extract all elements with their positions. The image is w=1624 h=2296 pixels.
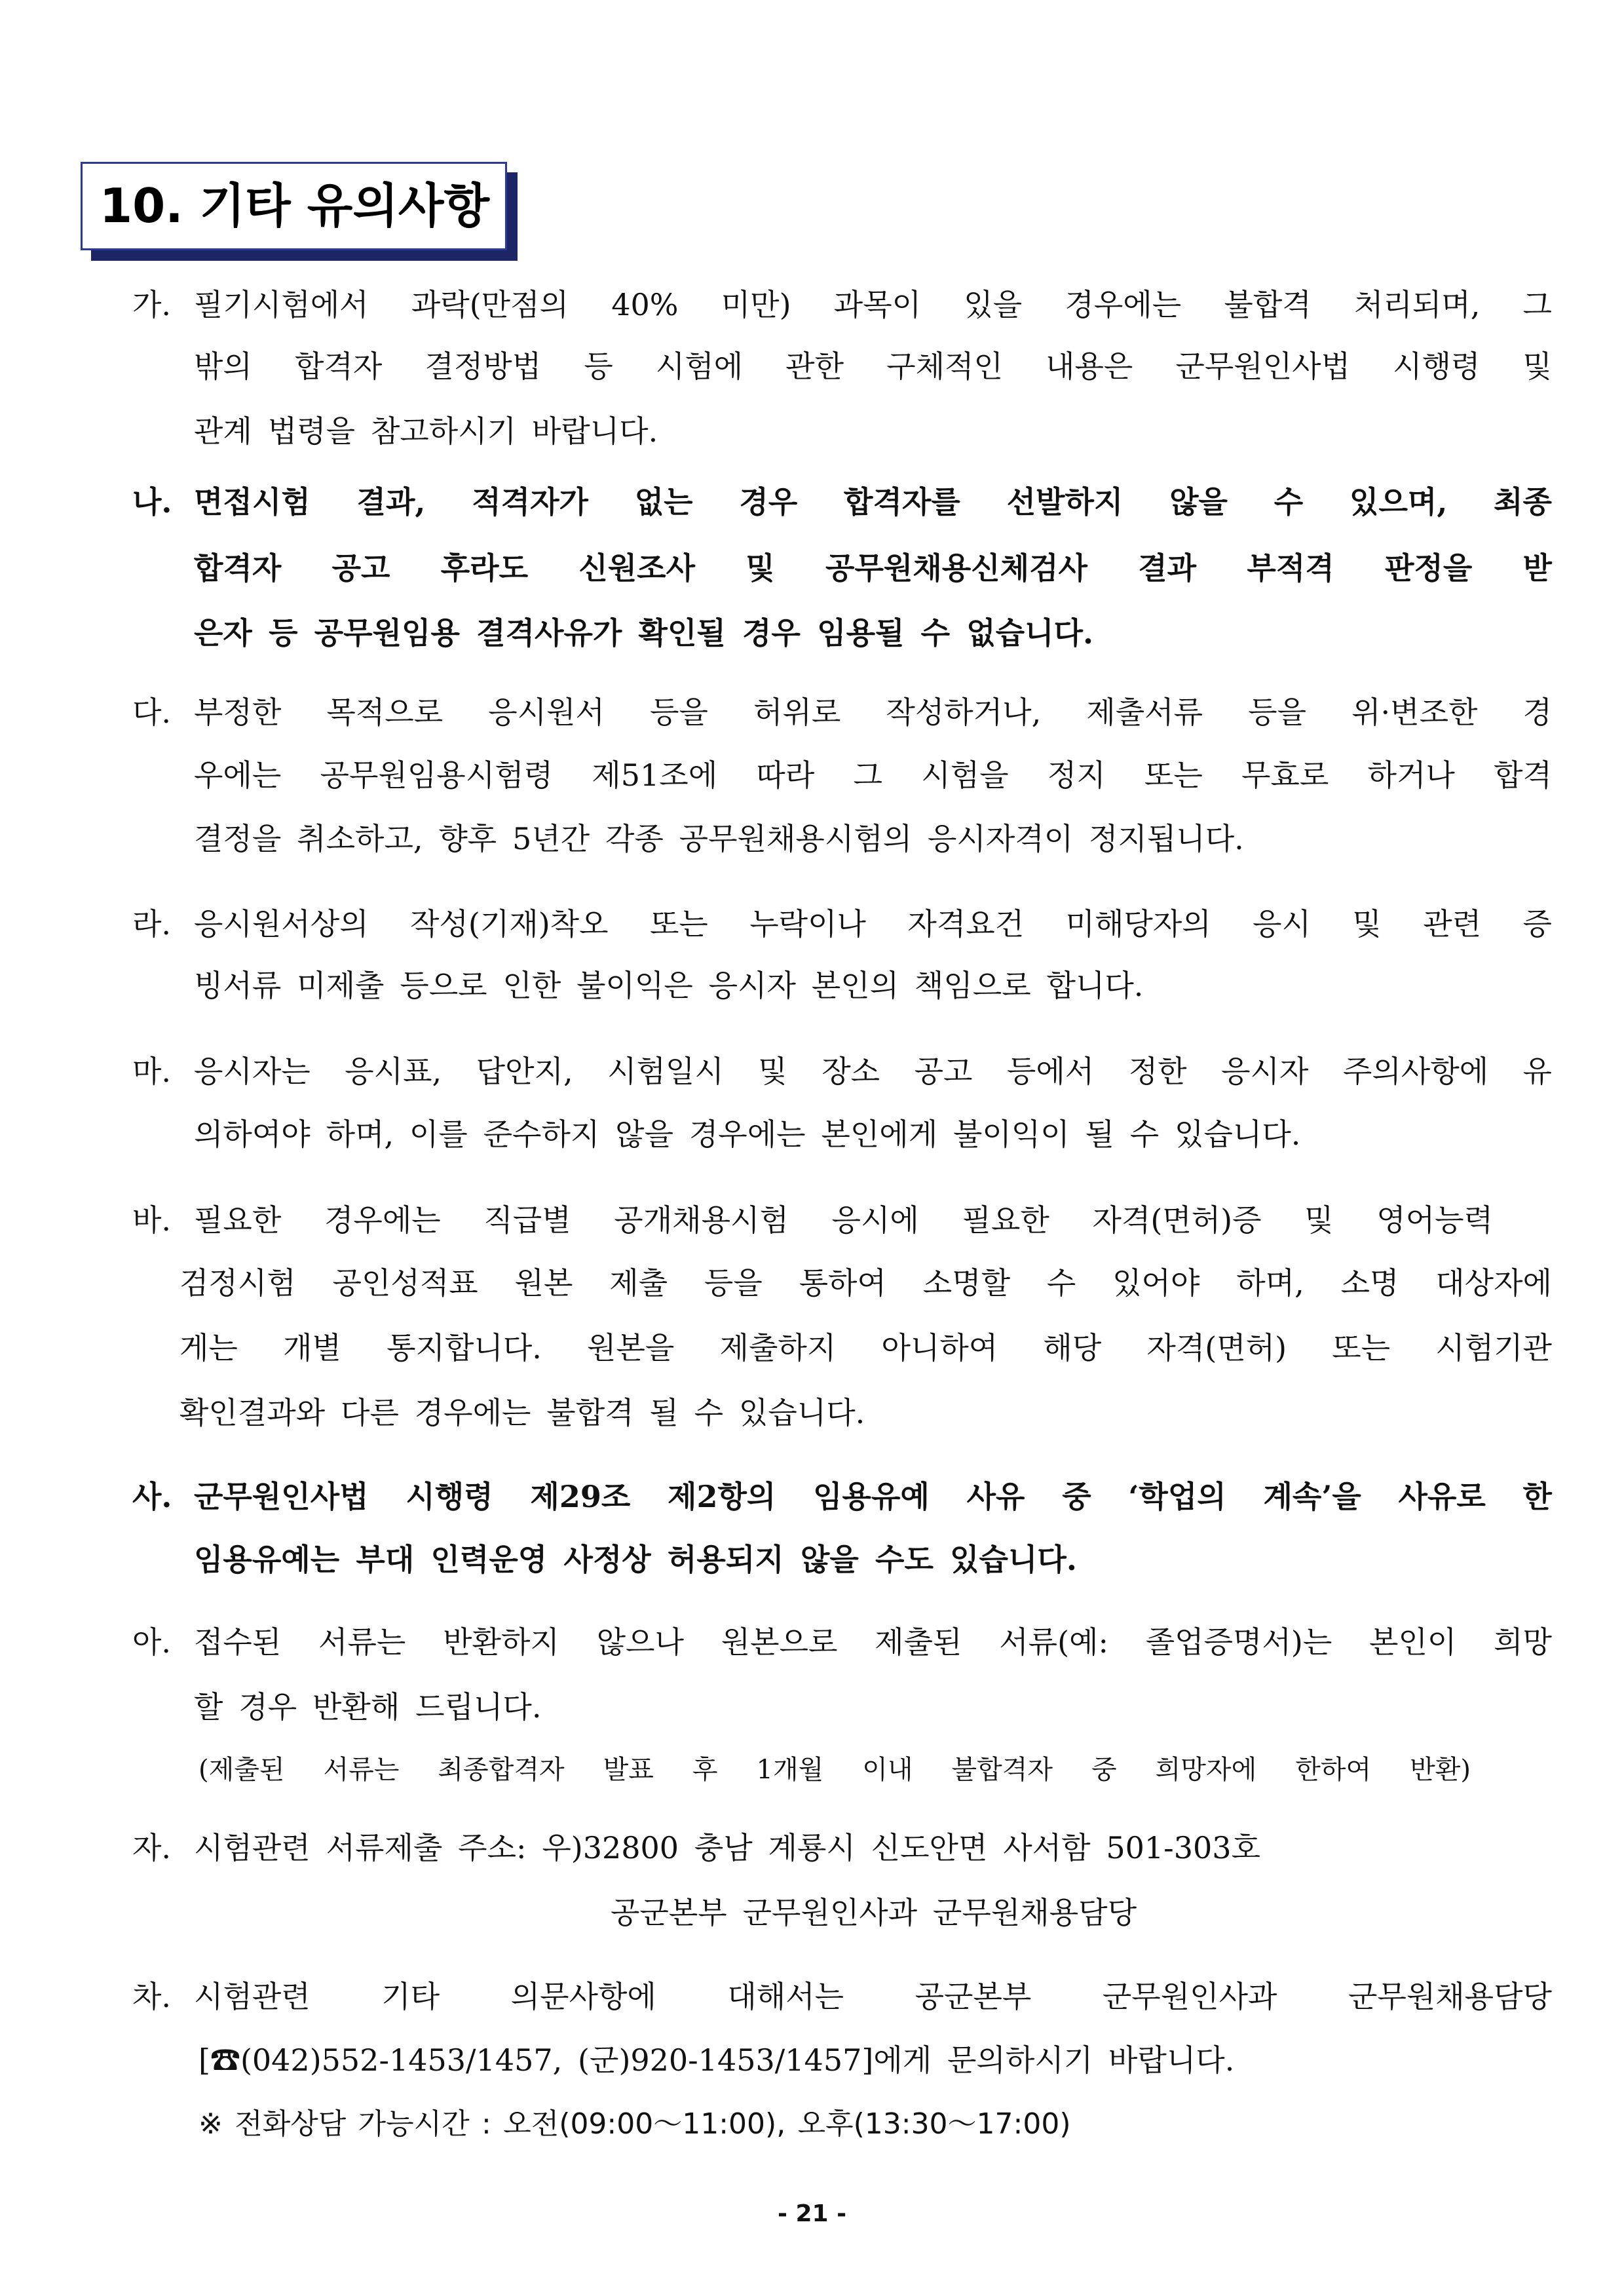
item-line: 접수된 서류는 반환하지 않으나 원본으로 제출된 서류(예: 졸업증명서)는 본인이 희망	[194, 1624, 1552, 1660]
item-line: 응시자는 응시표, 답안지, 시험일시 및 장소 공고 등에서 정한 응시자 주의사항에 유	[194, 1054, 1552, 1089]
item-line: 필요한 경우에는 직급별 공개채용시험 응시에 필요한 자격(면허)증 및 영어능력	[194, 1202, 1493, 1238]
page-number: - 21 -	[777, 2200, 847, 2227]
item-line: 공군본부 군무원인사과 군무원채용담당	[611, 1895, 1137, 1930]
item-line: 빙서류 미제출 등으로 인한 불이익은 응시자 본인의 책임으로 합니다.	[194, 968, 1144, 1003]
item-line: 밖의 합격자 결정방법 등 시험에 관한 구체적인 내용은 군무원인사법 시행령 및	[194, 349, 1552, 384]
item-label: 사.	[132, 1479, 172, 1514]
item-label: 바.	[132, 1202, 172, 1238]
section-title: 10. 기타 유의사항	[100, 178, 489, 233]
item-line: 시험관련 기타 의문사항에 대해서는 공군본부 군무원인사과 군무원채용담당	[194, 1979, 1552, 2014]
item-label: 마.	[132, 1054, 172, 1089]
item-line: 임용유예는 부대 인력운영 사정상 허용되지 않을 수도 있습니다.	[194, 1542, 1077, 1577]
item-line: 검정시험 공인성적표 원본 제출 등을 통하여 소명할 수 있어야 하며, 소명 대상자에	[179, 1265, 1552, 1301]
item-line: 면접시험 결과, 적격자가 없는 경우 합격자를 선발하지 않을 수 있으며, 최종	[194, 484, 1552, 520]
item-label: 가.	[132, 287, 172, 322]
item-line: 시험관련 서류제출 주소: 우)32800 충남 계룡시 신도안면 사서함 501-303호	[194, 1830, 1260, 1866]
item-line: 확인결과와 다른 경우에는 불합격 될 수 있습니다.	[179, 1395, 865, 1430]
item-label: 자.	[132, 1830, 172, 1866]
item-line: 결정을 취소하고, 향후 5년간 각종 공무원채용시험의 응시자격이 정지됩니다.	[194, 821, 1244, 856]
item-line: 부정한 목적으로 응시원서 등을 허위로 작성하거나, 제출서류 등을 위·변조한 경	[194, 695, 1552, 730]
item-line: 군무원인사법 시행령 제29조 제2항의 임용유예 사유 중 ‘학업의 계속’을 사유로 한	[194, 1479, 1552, 1514]
item-line: 게는 개별 통지합니다. 원본을 제출하지 아니하여 해당 자격(면허) 또는 시험기관	[179, 1330, 1552, 1366]
item-line: 우에는 공무원임용시험령 제51조에 따라 그 시험을 정지 또는 무효로 하거나 합격	[194, 757, 1552, 793]
item-line: 의하여야 하며, 이를 준수하지 않을 경우에는 본인에게 불이익이 될 수 있습니다.	[194, 1117, 1301, 1152]
item-label: 아.	[132, 1624, 172, 1660]
item-line: 은자 등 공무원임용 결격사유가 확인될 경우 임용될 수 없습니다.	[194, 615, 1094, 651]
item-line: 합격자 공고 후라도 신원조사 및 공무원채용신체검사 결과 부적격 판정을 받	[194, 550, 1552, 586]
item-note: (제출된 서류는 최종합격자 발표 후 1개월 이내 불합격자 중 희망자에 한하여 반환)	[198, 1755, 1471, 1785]
item-line: 관계 법령을 참고하시기 바랍니다.	[194, 413, 658, 449]
item-label: 라.	[132, 906, 172, 942]
item-line: 할 경우 반환해 드립니다.	[194, 1689, 542, 1725]
item-line: 필기시험에서 과락(만점의 40% 미만) 과목이 있을 경우에는 불합격 처리되며, 그	[194, 287, 1552, 322]
item-label: 다.	[132, 695, 172, 730]
item-label: 차.	[132, 1979, 172, 2014]
item-line: [☎(042)552-1453/1457, (군)920-1453/1457]에게 문의하시기 바랍니다.	[198, 2042, 1235, 2078]
section-title-box	[81, 162, 507, 250]
item-line: 응시원서상의 작성(기재)착오 또는 누락이나 자격요건 미해당자의 응시 및 관련 증	[194, 906, 1552, 942]
item-label: 나.	[132, 484, 172, 520]
item-note: ※ 전화상담 가능시간 : 오전(09:00～11:00), 오후(13:30～17:00)	[198, 2107, 1071, 2141]
